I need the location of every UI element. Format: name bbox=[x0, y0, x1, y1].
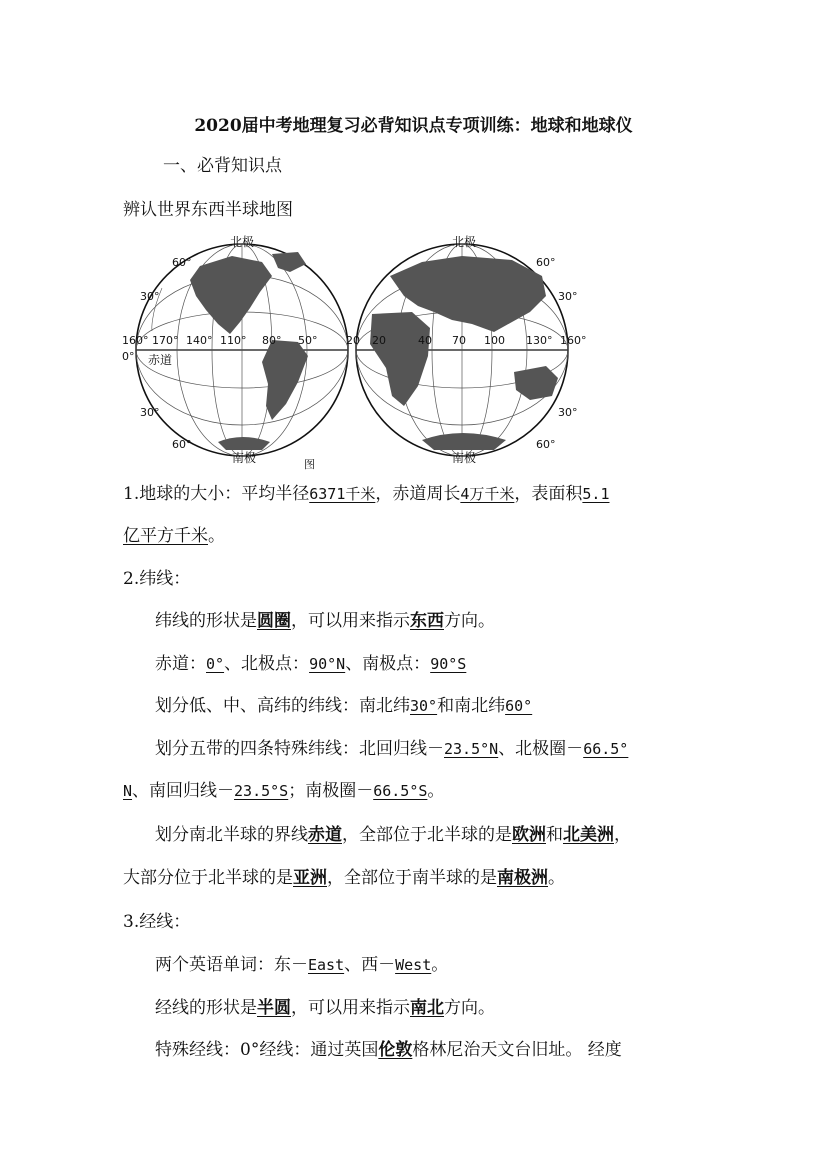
right-north-pole-label: 北极 bbox=[452, 235, 477, 249]
text: 和南北纬 bbox=[437, 696, 506, 716]
arctic-circle-value: 66.5° bbox=[583, 740, 629, 758]
text: 。 bbox=[431, 955, 449, 975]
right-lon-label: 130° bbox=[526, 334, 553, 347]
left-lon-label: 170° bbox=[152, 334, 179, 347]
text: 、北极圈－ bbox=[498, 739, 584, 759]
left-lat-label: 30° bbox=[140, 290, 160, 303]
text: 和 bbox=[546, 825, 563, 845]
left-lon-label: 20 bbox=[346, 334, 360, 347]
text: ，赤道周长 bbox=[375, 484, 461, 504]
right-lon-label: 20 bbox=[372, 334, 386, 347]
eastern-hemisphere bbox=[356, 244, 568, 456]
left-lon-label: 110° bbox=[220, 334, 247, 347]
longitude-shape: 半圆 bbox=[257, 998, 291, 1018]
area-value: 5.1 bbox=[582, 485, 610, 503]
latitude-zones-line bbox=[155, 694, 532, 718]
hemisphere-continents-line bbox=[123, 866, 565, 890]
latitude-shape-line bbox=[155, 609, 495, 633]
earth-size-line-2 bbox=[123, 524, 225, 548]
text: 、南回归线－ bbox=[132, 781, 235, 801]
text: ，表面积 bbox=[514, 484, 583, 504]
text: ， bbox=[614, 825, 631, 845]
text: 方向。 bbox=[444, 998, 495, 1018]
arctic-circle-suffix: N bbox=[123, 782, 133, 800]
tropic-capricorn-value: 23.5°S bbox=[234, 782, 289, 800]
london-term: 伦敦 bbox=[378, 1040, 413, 1060]
western-hemisphere bbox=[136, 244, 348, 456]
right-lat-label: 30° bbox=[558, 290, 578, 303]
left-lon-label: 80° bbox=[262, 334, 282, 347]
text: 格林尼治天文台旧址。 经度 bbox=[412, 1040, 622, 1060]
europe-term: 欧洲 bbox=[512, 825, 546, 845]
left-lon-label: 160° bbox=[122, 334, 149, 347]
left-lon-label: 50° bbox=[298, 334, 318, 347]
equator-poles-line bbox=[155, 652, 466, 676]
north-pole-value: 90°N bbox=[309, 655, 346, 673]
text: 划分南北半球的界线 bbox=[155, 825, 308, 845]
lat-60-value: 60° bbox=[505, 697, 533, 715]
left-lat-label: 60° bbox=[172, 256, 192, 269]
east-word: East bbox=[308, 956, 345, 974]
text: ，可以用来指示 bbox=[291, 611, 410, 631]
right-lon-label: 70 bbox=[452, 334, 466, 347]
english-words-line bbox=[155, 953, 448, 977]
text: 赤道： bbox=[155, 654, 206, 674]
latitude-shape: 圆圈 bbox=[257, 611, 291, 631]
right-lat-label: 60° bbox=[536, 256, 556, 269]
prime-meridian-line bbox=[155, 1038, 622, 1062]
lat-30-value: 30° bbox=[410, 697, 438, 715]
text: ，全部位于南半球的是 bbox=[327, 868, 497, 888]
antarctica-term: 南极洲 bbox=[497, 868, 548, 888]
text: 方向。 bbox=[444, 611, 495, 631]
hemisphere-map bbox=[122, 235, 592, 471]
asia-term: 亚洲 bbox=[293, 868, 327, 888]
longitude-direction: 南北 bbox=[410, 998, 444, 1018]
area-unit: 亿平方千米 bbox=[123, 526, 208, 546]
hemisphere-boundary-line bbox=[155, 823, 631, 847]
antarctic-circle-value: 66.5°S bbox=[373, 782, 428, 800]
tropic-cancer-value: 23.5°N bbox=[444, 740, 499, 758]
text: 、南极点： bbox=[345, 654, 431, 674]
page-title: 2020届中考地理复习必背知识点专项训练：地球和地球仪 bbox=[194, 116, 633, 136]
text: ，可以用来指示 bbox=[291, 998, 410, 1018]
west-word: West bbox=[395, 956, 432, 974]
section-heading: 一、必背知识点 bbox=[163, 156, 282, 176]
left-lon-label: 140° bbox=[186, 334, 213, 347]
special-latitudes-line-2 bbox=[123, 779, 444, 803]
right-south-pole-label: 南极 bbox=[452, 451, 477, 465]
text: 大部分位于北半球的是 bbox=[123, 868, 293, 888]
text: 。 bbox=[208, 526, 225, 546]
north-america-term: 北美洲 bbox=[563, 825, 614, 845]
equator-term: 赤道 bbox=[308, 825, 342, 845]
left-lat-label: 60° bbox=[172, 438, 192, 451]
text: 划分五带的四条特殊纬线：北回归线－ bbox=[155, 739, 444, 759]
longitude-shape-line bbox=[155, 996, 495, 1020]
text: 、西－ bbox=[344, 955, 396, 975]
equator-value: 0° bbox=[206, 655, 225, 673]
text: 特殊经线：0°经线：通过英国 bbox=[155, 1040, 379, 1060]
equator-zero-label: 0° bbox=[122, 350, 135, 363]
longitude-heading: 3.经线： bbox=[123, 912, 191, 932]
left-lat-label: 30° bbox=[140, 406, 160, 419]
text: 两个英语单词：东－ bbox=[155, 955, 308, 975]
text: 1.地球的大小：平均半径 bbox=[123, 484, 310, 504]
right-lon-label: 40 bbox=[418, 334, 432, 347]
right-lat-label: 30° bbox=[558, 406, 578, 419]
right-lon-label: 160° bbox=[560, 334, 587, 347]
equator-label: 赤道 bbox=[148, 353, 173, 367]
left-north-pole-label: 北极 bbox=[230, 235, 255, 249]
right-lon-label: 100 bbox=[484, 334, 505, 347]
latitude-heading: 2.纬线： bbox=[123, 569, 191, 589]
right-lat-label: 60° bbox=[536, 438, 556, 451]
text: 。 bbox=[548, 868, 565, 888]
text: 纬线的形状是 bbox=[155, 611, 257, 631]
text: 。 bbox=[427, 781, 445, 801]
radius-value: 6371千米 bbox=[309, 485, 376, 503]
latitude-direction: 东西 bbox=[410, 611, 444, 631]
left-south-pole-label: 南极 bbox=[232, 451, 257, 465]
text: 、北极点： bbox=[224, 654, 310, 674]
special-latitudes-line bbox=[155, 737, 628, 761]
south-pole-value: 90°S bbox=[430, 655, 467, 673]
circumference-value: 4万千米 bbox=[460, 485, 515, 503]
text: ；南极圈－ bbox=[288, 781, 374, 801]
map-heading: 辨认世界东西半球地图 bbox=[123, 200, 293, 220]
text: 划分低、中、高纬的纬线：南北纬 bbox=[155, 696, 410, 716]
text: 经线的形状是 bbox=[155, 998, 257, 1018]
text: ，全部位于北半球的是 bbox=[342, 825, 512, 845]
map-caption-fragment: 图 bbox=[304, 458, 315, 471]
earth-size-line bbox=[123, 482, 609, 506]
